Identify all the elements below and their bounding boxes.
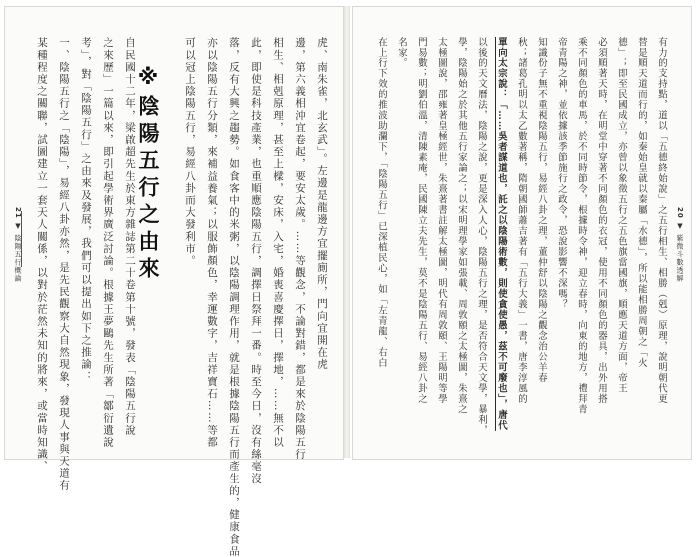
text-column: 一、陰陽五行之「陰陽」，易經八卦亦然，是先民觀察大自然現象，發現人事與天道有 [58, 37, 70, 492]
left-running-rule [21, 211, 27, 267]
left-page-marker: ▼ [14, 221, 22, 231]
book-gutter [344, 6, 350, 458]
left-page-number: 21 [14, 207, 22, 219]
text-column: 單向太宗說：「……吳者謀道也，託之以陰陽術數，則使貪使愚，茲不可廢也」，唐代 [496, 37, 507, 431]
text-column: 乘不同顏色的車馬，於不同時節令，根據時令神，迎立春時，向東的地方，禮拜青 [576, 37, 587, 415]
right-running-title: 紫微斗數透解 [676, 234, 684, 283]
right-page-number: 20 [676, 207, 684, 219]
text-column: 名家。 [396, 37, 407, 69]
text-column: 學，陰陽始之於其他五行家論之；以宋明理學家如張載、周敦頤之太極圖，朱熹之 [456, 37, 467, 415]
text-column: 考」，對「陰陽五行」之由來及發展，我們可以提出如下之推論： [80, 37, 92, 383]
text-column: 之來歷」一篇以來，即引起學術界廣泛討論。根據王夢鷗先生所著「鄒衍遺說 [102, 37, 114, 449]
text-column: 門易數；明劉伯溫，清陳素庵，民國陳立夫先生，莫不是陰陽五行、易經八卦之 [416, 37, 427, 405]
text-column: 亦以陰陽五行分類，來補益養氣；以服飾顏色，幸運數字，吉祥寶石……等都 [206, 37, 218, 449]
text-column: 太極圖說，邵雍著皇極經世，朱熹著書註解太極圖，明代有周敦頤、王陽明等學 [436, 37, 447, 405]
text-column: 以後的天文曆法，陰陽之說，更是深入人心，陰陽五行之理，是否符合天文學，暴利， [476, 37, 487, 436]
text-column: 可以冠上陰陽五行，易經八卦而大發利市。 [184, 37, 196, 267]
text-column: 某種程度之關聯，試圖建立一套天人關係，以對於茫然未知的將來，或當時知識、 [36, 37, 48, 473]
left-page [4, 6, 344, 557]
text-column: 此，即使是科技產業，也重順應陰陽五行，調擇日祭拜一番。時至今日，沒有絲毫沒 [250, 37, 262, 485]
section-heading: ※陰陽五行之由來 [136, 65, 160, 284]
text-column: 邊，第六義相沖宜卷起，要安太歲。……等觀念，不論對錯，都是來於陰陽五行 [294, 37, 306, 461]
text-column: 替是順天道而行的，如秦始皇就以秦屬「水德」，所以能相勝周朝之「火 [636, 37, 647, 368]
text-column: 有力的支持點，道以「五德終始說」之五行相生、相勝（剋）原理，說明朝代更 [656, 37, 667, 405]
right-running-head [675, 207, 685, 282]
text-column: 相生、相剋原理，甚至上樑，安床，入宅，婚喪喜慶擇日，擇地，……無不以 [272, 37, 284, 449]
left-running-title: 陰陽五行概論 [14, 234, 22, 283]
text-column: 必須順著天時，在明堂中穿著不同顏色的衣冠，使用不同顏色的器具，出外用搭 [596, 37, 607, 405]
text-column: 自民國十二年，梁啟超先生於東方雜誌第二十卷第十號，發表「陰陽五行說 [124, 37, 136, 437]
text-column: 虎、南朱雀，北玄武」。左邊是龍邊方宜擺廁所，門向宜開在虎 [316, 37, 328, 371]
text-column: 落，反有大興之趨勢。如食客中的米粥，以陰陽調理作用，就是根據陰陽五行而產生的，健康食品 [228, 37, 240, 557]
text-column: 德」；即至民國成立，亦曾以象徵五行之五色旗當國旗，順應天道方面，帝王 [616, 37, 627, 394]
right-page-marker: ▼ [676, 221, 684, 231]
left-first-text [179, 37, 333, 557]
text-column: 秋；諸葛孔明以太乙數著稱，隋朝國師蕭吉著有「五行大義」一書，唐李淳風的 [516, 37, 527, 405]
text-column: 知識份子無不重視陰陽五行，易經八卦之理，董仲舒以陰陽之觀念治公羊春 [536, 37, 547, 384]
text-column: 在上行下效的推波助瀾下，「陰陽五行」已深植民心，如「左青龍、右白 [376, 37, 387, 368]
left-second-text [31, 37, 141, 492]
right-page [352, 6, 692, 460]
right-text [371, 37, 671, 442]
text-column: 帝青陽之神，並依據該季節施行之政令，恐說影響不深嗎？ [556, 37, 567, 310]
